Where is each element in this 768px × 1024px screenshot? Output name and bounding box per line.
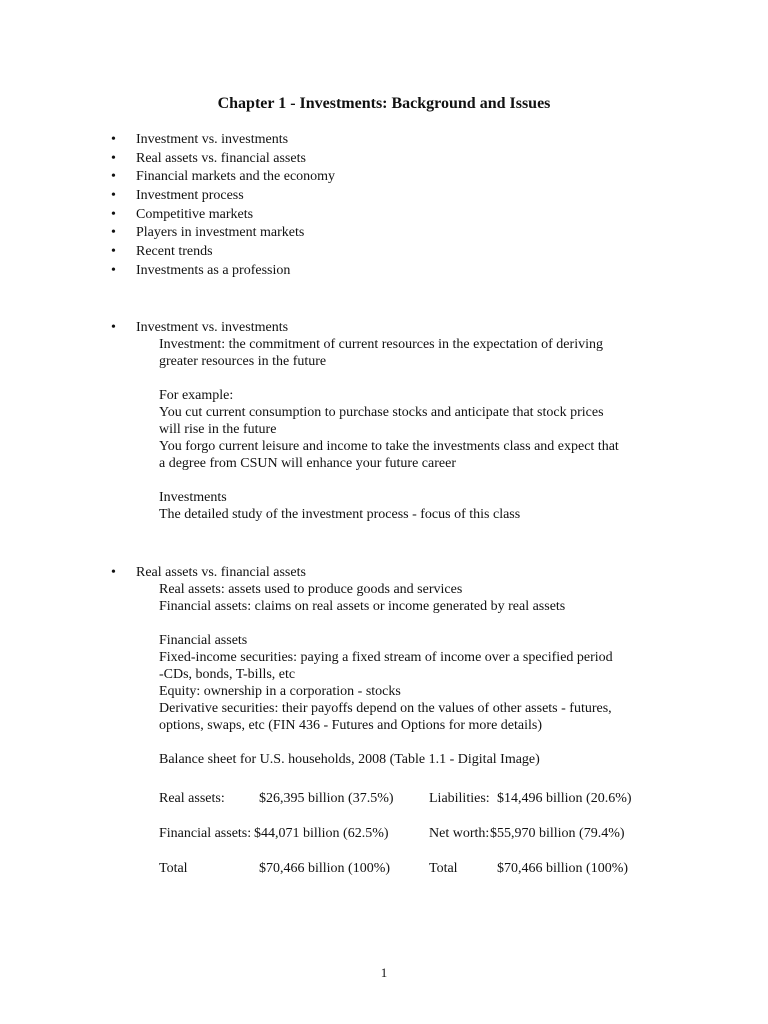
bullet-icon: •	[111, 188, 116, 204]
investment-definition-cont: greater resources in the future	[159, 354, 327, 369]
row-value: $55,970 billion (79.4%)	[490, 826, 625, 841]
outline-item: • Recent trends	[111, 244, 213, 260]
row-label: Total	[429, 861, 458, 876]
derivative-definition: Derivative securities: their payoffs depend on the values of other assets - futures,	[159, 701, 612, 716]
row-label: Liabilities:	[429, 791, 490, 806]
equity-definition: Equity: ownership in a corporation - stocks	[159, 684, 401, 699]
table-row	[159, 790, 659, 807]
example-2-cont: a degree from CSUN will enhance your future career	[159, 456, 456, 471]
financial-assets-label: Financial assets	[159, 633, 248, 648]
row-label: Net worth:	[429, 826, 490, 841]
chapter-outline	[0, 131, 768, 281]
row-value: $70,466 billion (100%)	[259, 861, 391, 876]
outline-item: • Real assets vs. financial assets	[111, 150, 306, 166]
bullet-icon: •	[111, 169, 116, 185]
table-row	[159, 825, 659, 842]
section-heading: • Investment vs. investments	[111, 320, 289, 335]
real-assets-definition: Real assets: assets used to produce goods and services	[159, 582, 463, 597]
table-row	[159, 860, 659, 877]
financial-assets-definition: Financial assets: claims on real assets or income generated by real assets	[159, 599, 566, 614]
section-body	[0, 581, 659, 768]
bullet-icon: •	[111, 262, 116, 278]
bullet-icon: •	[111, 225, 116, 241]
example-1-cont: will rise in the future	[159, 422, 277, 437]
outline-item: • Competitive markets	[111, 206, 254, 222]
bullet-icon: •	[111, 150, 116, 166]
row-label: Financial assets:	[159, 826, 252, 841]
section-investment-vs-investments	[0, 319, 768, 523]
outline-item: • Financial markets and the economy	[111, 169, 336, 185]
example-2: You forgo current leisure and income to take the investments class and expect that	[159, 439, 619, 454]
bullet-icon: •	[111, 206, 116, 222]
outline-item: • Investment process	[111, 188, 244, 204]
outline-item: • Investment vs. investments	[111, 132, 289, 147]
outline-item: • Players in investment markets	[111, 225, 305, 241]
example-label: For example:	[159, 388, 234, 403]
bullet-icon: •	[111, 320, 116, 335]
investments-definition: The detailed study of the investment process - focus of this class	[159, 507, 521, 522]
row-value: $44,071 billion (62.5%)	[254, 826, 389, 841]
balance-sheet-caption: Balance sheet for U.S. households, 2008 (Table 1.1 - Digital Image)	[159, 752, 540, 767]
row-value: $14,496 billion (20.6%)	[497, 791, 632, 806]
fixed-income-definition: Fixed-income securities: paying a fixed stream of income over a specified period	[159, 650, 613, 665]
section-body	[0, 336, 659, 523]
example-1: You cut current consumption to purchase stocks and anticipate that stock prices	[159, 405, 604, 420]
bullet-icon: •	[111, 565, 116, 580]
row-label: Real assets:	[159, 791, 225, 806]
row-value: $70,466 billion (100%)	[497, 861, 629, 876]
chapter-title: Chapter 1 - Investments: Background and Issues	[217, 95, 551, 112]
investment-definition: Investment: the commitment of current resources in the expectation of deriving	[159, 337, 603, 352]
fixed-income-examples: -CDs, bonds, T-bills, etc	[159, 667, 296, 682]
row-value: $26,395 billion (37.5%)	[259, 791, 394, 806]
investments-label: Investments	[159, 490, 227, 505]
row-label: Total	[159, 861, 188, 876]
section-heading: • Real assets vs. financial assets	[111, 565, 306, 580]
bullet-icon: •	[111, 244, 116, 260]
derivative-definition-cont: options, swaps, etc (FIN 436 - Futures and Options for more details)	[159, 718, 542, 733]
bullet-icon: •	[111, 132, 116, 147]
outline-item: • Investments as a profession	[111, 262, 291, 278]
page-number: 1	[380, 965, 388, 980]
section-real-vs-financial-assets	[0, 564, 768, 768]
